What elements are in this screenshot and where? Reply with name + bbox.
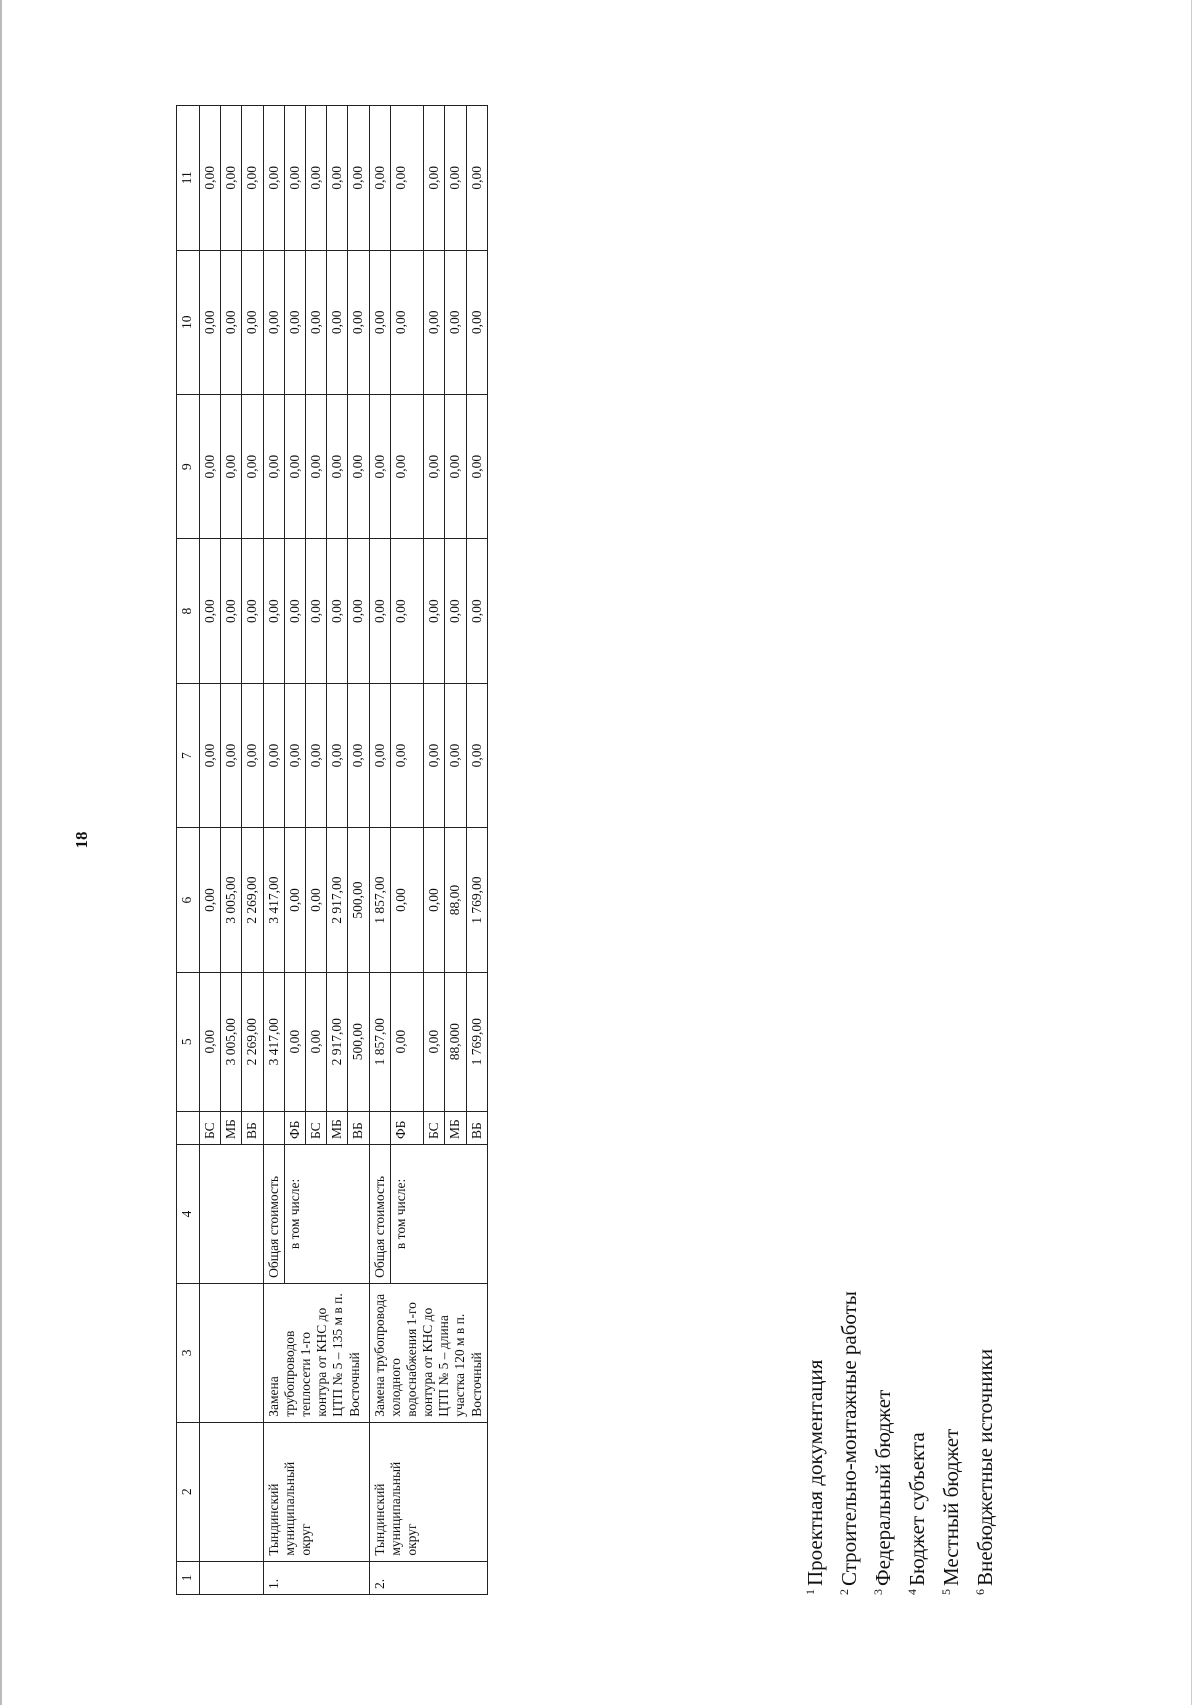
header-cell: 4 bbox=[177, 1145, 200, 1284]
blank-cell bbox=[200, 1283, 264, 1422]
funding-source-cell: ВБ bbox=[242, 1111, 263, 1144]
value-cell: 0,00 bbox=[390, 106, 424, 251]
value-cell: 0,00 bbox=[327, 106, 348, 251]
value-cell: 0,00 bbox=[242, 106, 263, 251]
value-cell: 3 417,00 bbox=[263, 972, 284, 1111]
value-cell: 0,00 bbox=[466, 539, 487, 683]
table-row bbox=[369, 106, 390, 1595]
value-cell: 0,00 bbox=[424, 972, 445, 1111]
value-cell: 0,00 bbox=[305, 972, 326, 1111]
budget-table bbox=[176, 105, 488, 1595]
value-cell: 0,00 bbox=[445, 683, 466, 827]
value-cell: 0,00 bbox=[327, 394, 348, 538]
value-cell: 0,00 bbox=[284, 683, 305, 827]
value-cell: 0,00 bbox=[242, 250, 263, 394]
total-label-cell: Общая стоимость bbox=[369, 1145, 390, 1284]
including-label-cell: в том числе: bbox=[390, 1145, 487, 1284]
value-cell: 0,00 bbox=[390, 972, 424, 1111]
value-cell: 0,00 bbox=[200, 106, 221, 251]
value-cell: 1 857,00 bbox=[369, 972, 390, 1111]
value-cell: 0,00 bbox=[466, 683, 487, 827]
total-label-cell: Общая стоимость bbox=[263, 1145, 284, 1284]
footnote-text: Проектная документация bbox=[803, 1359, 827, 1586]
funding-source-cell: МБ bbox=[327, 1111, 348, 1144]
project-name-cell: Замена трубопроводов теплосети 1-го контура от КНС до ЦТП № 5 – 135 м в п. Восточный bbox=[263, 1283, 369, 1422]
value-cell: 0,00 bbox=[348, 106, 369, 251]
value-cell: 0,00 bbox=[263, 106, 284, 251]
value-cell: 0,00 bbox=[424, 106, 445, 251]
footnote-mark: 5 bbox=[939, 1589, 953, 1595]
value-cell: 0,00 bbox=[327, 539, 348, 683]
value-cell: 0,00 bbox=[200, 394, 221, 538]
funding-source-cell: БС bbox=[424, 1111, 445, 1144]
value-cell: 0,00 bbox=[466, 394, 487, 538]
value-cell: 0,00 bbox=[369, 394, 390, 538]
value-cell: 0,00 bbox=[445, 250, 466, 394]
footnote-item bbox=[932, 995, 966, 1595]
table-body bbox=[177, 106, 488, 1595]
value-cell: 0,00 bbox=[305, 394, 326, 538]
value-cell: 0,00 bbox=[242, 683, 263, 827]
footnote-item bbox=[796, 995, 830, 1595]
value-cell: 1 857,00 bbox=[369, 828, 390, 972]
table-row bbox=[200, 106, 221, 1595]
value-cell: 0,00 bbox=[263, 539, 284, 683]
header-row bbox=[177, 106, 200, 1595]
value-cell: 0,00 bbox=[284, 250, 305, 394]
value-cell: 0,00 bbox=[263, 683, 284, 827]
footnote-item bbox=[864, 995, 898, 1595]
value-cell: 2 269,00 bbox=[242, 828, 263, 972]
value-cell: 0,00 bbox=[466, 106, 487, 251]
value-cell: 0,00 bbox=[390, 828, 424, 972]
funding-source-cell: БС bbox=[305, 1111, 326, 1144]
value-cell: 0,00 bbox=[424, 250, 445, 394]
value-cell: 0,00 bbox=[200, 828, 221, 972]
value-cell: 0,00 bbox=[221, 539, 242, 683]
value-cell: 88,000 bbox=[445, 972, 466, 1111]
value-cell: 0,00 bbox=[348, 539, 369, 683]
header-cell: 6 bbox=[177, 828, 200, 972]
scan-edge-left bbox=[0, 0, 2, 1705]
header-cell: 5 bbox=[177, 972, 200, 1111]
header-cell: 1 bbox=[177, 1561, 200, 1594]
header-cell bbox=[177, 1111, 200, 1144]
value-cell: 0,00 bbox=[284, 972, 305, 1111]
funding-source-cell: ФБ bbox=[284, 1111, 305, 1144]
footnote-item bbox=[966, 995, 1000, 1595]
value-cell: 500,00 bbox=[348, 828, 369, 972]
value-cell: 0,00 bbox=[390, 394, 424, 538]
value-cell: 3 417,00 bbox=[263, 828, 284, 972]
blank-cell bbox=[200, 1145, 264, 1284]
value-cell: 2 917,00 bbox=[327, 828, 348, 972]
value-cell: 0,00 bbox=[200, 250, 221, 394]
value-cell: 3 005,00 bbox=[221, 972, 242, 1111]
blank-cell bbox=[263, 1111, 284, 1144]
footnote-mark: 2 bbox=[837, 1589, 851, 1595]
value-cell: 0,00 bbox=[445, 106, 466, 251]
value-cell: 0,00 bbox=[466, 250, 487, 394]
value-cell: 0,00 bbox=[305, 828, 326, 972]
header-cell: 11 bbox=[177, 106, 200, 251]
value-cell: 0,00 bbox=[348, 394, 369, 538]
value-cell: 0,00 bbox=[369, 250, 390, 394]
value-cell: 0,00 bbox=[305, 539, 326, 683]
header-cell: 3 bbox=[177, 1283, 200, 1422]
table-row bbox=[263, 106, 284, 1595]
value-cell: 3 005,00 bbox=[221, 828, 242, 972]
value-cell: 0,00 bbox=[424, 828, 445, 972]
value-cell: 0,00 bbox=[263, 250, 284, 394]
value-cell: 0,00 bbox=[424, 394, 445, 538]
rotated-page-content bbox=[176, 105, 1200, 1595]
funding-source-cell: ВБ bbox=[348, 1111, 369, 1144]
header-cell: 2 bbox=[177, 1422, 200, 1561]
value-cell: 0,00 bbox=[424, 539, 445, 683]
footnotes bbox=[796, 995, 1000, 1595]
value-cell: 2 917,00 bbox=[327, 972, 348, 1111]
value-cell: 0,00 bbox=[263, 394, 284, 538]
value-cell: 0,00 bbox=[221, 683, 242, 827]
value-cell: 0,00 bbox=[445, 539, 466, 683]
district-cell: Тындинский муниципальный округ bbox=[263, 1422, 369, 1561]
entry-number-cell: 1. bbox=[263, 1561, 369, 1594]
value-cell: 0,00 bbox=[242, 539, 263, 683]
value-cell: 0,00 bbox=[305, 683, 326, 827]
value-cell: 0,00 bbox=[284, 394, 305, 538]
value-cell: 0,00 bbox=[390, 539, 424, 683]
value-cell: 0,00 bbox=[327, 683, 348, 827]
value-cell: 88,00 bbox=[445, 828, 466, 972]
footnote-mark: 6 bbox=[973, 1589, 987, 1595]
value-cell: 1 769,00 bbox=[466, 828, 487, 972]
value-cell: 0,00 bbox=[369, 683, 390, 827]
including-label-cell: в том числе: bbox=[284, 1145, 369, 1284]
value-cell: 0,00 bbox=[242, 394, 263, 538]
footnote-text: Строительно-монтажные работы bbox=[837, 1291, 861, 1586]
project-name-cell: Замена трубопровода холодного водоснабжения 1-го контура от КНС до ЦТП № 5 – длина участка 120 м в п. Восточный bbox=[369, 1283, 487, 1422]
footnote-text: Бюджет субъекта bbox=[905, 1432, 929, 1586]
value-cell: 0,00 bbox=[348, 250, 369, 394]
value-cell: 0,00 bbox=[369, 106, 390, 251]
value-cell: 0,00 bbox=[200, 972, 221, 1111]
funding-source-cell: ВБ bbox=[466, 1111, 487, 1144]
value-cell: 0,00 bbox=[390, 250, 424, 394]
value-cell: 0,00 bbox=[221, 394, 242, 538]
footnote-text: Внебюджетные источники bbox=[973, 1348, 997, 1586]
page-number: 18 bbox=[72, 831, 91, 849]
value-cell: 0,00 bbox=[424, 683, 445, 827]
entry-number-cell: 2. bbox=[369, 1561, 487, 1594]
header-cell: 8 bbox=[177, 539, 200, 683]
footnote-text: Местный бюджет bbox=[939, 1428, 963, 1586]
value-cell: 0,00 bbox=[305, 250, 326, 394]
value-cell: 0,00 bbox=[305, 106, 326, 251]
value-cell: 0,00 bbox=[221, 106, 242, 251]
value-cell: 0,00 bbox=[200, 539, 221, 683]
value-cell: 0,00 bbox=[445, 394, 466, 538]
value-cell: 0,00 bbox=[284, 828, 305, 972]
value-cell: 1 769,00 bbox=[466, 972, 487, 1111]
blank-cell bbox=[200, 1422, 264, 1561]
funding-source-cell: МБ bbox=[445, 1111, 466, 1144]
footnote-item bbox=[898, 995, 932, 1595]
footnote-mark: 3 bbox=[871, 1589, 885, 1595]
blank-cell bbox=[200, 1561, 264, 1594]
funding-source-cell: БС bbox=[200, 1111, 221, 1144]
funding-source-cell: ФБ bbox=[390, 1111, 424, 1144]
value-cell: 0,00 bbox=[200, 683, 221, 827]
value-cell: 0,00 bbox=[348, 683, 369, 827]
value-cell: 0,00 bbox=[327, 250, 348, 394]
value-cell: 0,00 bbox=[221, 250, 242, 394]
district-cell: Тындинский муниципальный округ bbox=[369, 1422, 487, 1561]
value-cell: 500,00 bbox=[348, 972, 369, 1111]
value-cell: 0,00 bbox=[284, 106, 305, 251]
footnote-mark: 4 bbox=[905, 1589, 919, 1595]
value-cell: 2 269,00 bbox=[242, 972, 263, 1111]
blank-cell bbox=[369, 1111, 390, 1144]
header-cell: 7 bbox=[177, 683, 200, 827]
header-cell: 10 bbox=[177, 250, 200, 394]
funding-source-cell: МБ bbox=[221, 1111, 242, 1144]
value-cell: 0,00 bbox=[284, 539, 305, 683]
footnote-mark: 1 bbox=[803, 1589, 817, 1595]
footnote-item bbox=[830, 995, 864, 1595]
value-cell: 0,00 bbox=[369, 539, 390, 683]
header-cell: 9 bbox=[177, 394, 200, 538]
value-cell: 0,00 bbox=[390, 683, 424, 827]
footnote-text: Федеральный бюджет bbox=[871, 1389, 895, 1586]
